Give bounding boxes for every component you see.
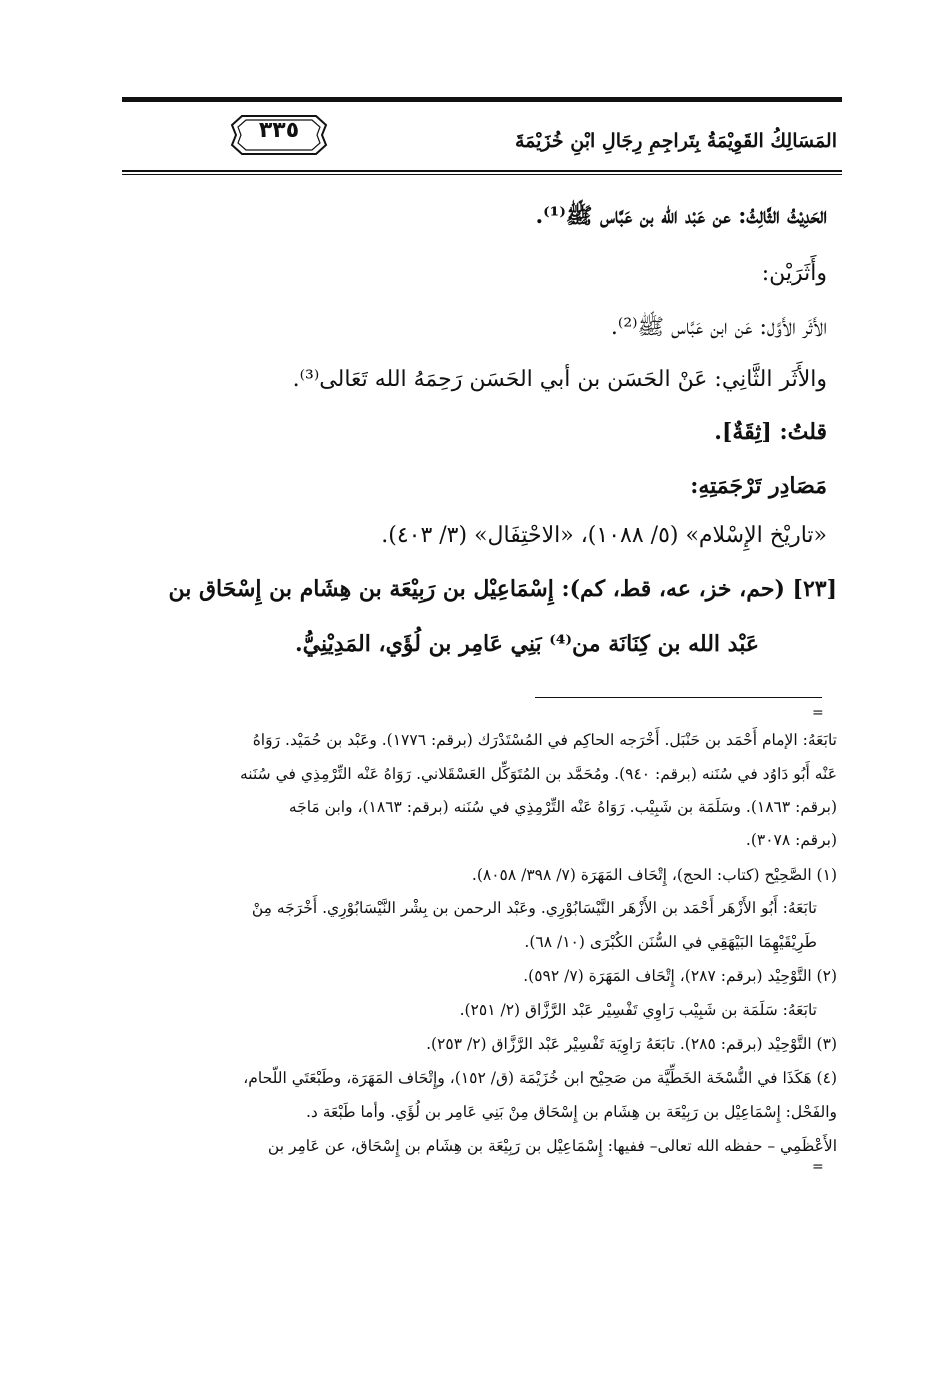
footnote-divider bbox=[535, 697, 822, 698]
entry-header-line-1: [٢٣] (حم، خز، عه، قط، كم): إِسْمَاعِيْل بن رَبِيْعَة بن هِشَام بن إِسْحَاق بن bbox=[168, 576, 837, 602]
running-title: المَسَالِكُ القَوِيْمَةُ بِتَراجِمِ رِجَالِ ابْنِ خُزَيْمَةَ bbox=[514, 130, 837, 152]
header-rule-bottom-thin bbox=[122, 174, 842, 175]
footnote-line: تابَعَهُ: سَلَمَة بن شَبِيْب رَاوِي تَفْسِيْر عَبْد الرَّزَّاق (٢/ ٢٥١). bbox=[459, 1001, 817, 1019]
page-number: ٣٣٥ bbox=[258, 118, 300, 143]
sources-heading: مَصَادِر تَرْجَمَتِهِ: bbox=[690, 473, 827, 499]
continuation-mark-bottom: = bbox=[812, 1159, 824, 1175]
continuation-mark-top: = bbox=[812, 705, 824, 721]
athar-first: الأَثَر الأَوَّل: عَن ابن عَبَّاس ﷺ⁽²⁾. bbox=[610, 315, 827, 340]
verdict: قلتُ: [ثِقَةٌ]. bbox=[714, 419, 827, 445]
footnote-line: (برقم: ٣٠٧٨). bbox=[745, 831, 837, 849]
page-number-ornament bbox=[228, 112, 330, 158]
athar-second: والأَثَر الثَّانِي: عَنْ الحَسَن بن أبي الحَسَن رَحِمَهُ الله تَعَالى⁽³⁾. bbox=[292, 367, 827, 392]
footnote-line: تابَعَهُ: أَبُو الأَزْهَر أَحْمَد بن الأَزْهَر النَّيْسَابُوْرِي. وعَبْد الرحمن بن بِشْر النَّيْسَابُوْرِي. أَخْرَجَه مِنْ bbox=[251, 899, 817, 917]
footnote-line: (برقم: ١٨٦٣). وسَلَمَة بن شَبِيْب. رَوَاهُ عَنْه التِّرْمِذِي في سُنَنه (برقم: ١٨٦٣)، وابن مَاجَه bbox=[288, 798, 837, 816]
footnote-line: والفَحْل: إِسْمَاعِيْل بن رَبِيْعَة بن هِشَام بن إِسْحَاق مِنْ بَنِي عَامِر بن لُؤَي. وأما طَبْعَة د. bbox=[305, 1103, 837, 1121]
header-rule-top bbox=[122, 97, 842, 102]
sources-list: «تاريْخ الإِسْلام» (٥/ ١٠٨٨)، «الاحْتِفَال» (٣/ ٤٠٣). bbox=[381, 523, 827, 548]
athar-intro: وأَثَرَيْن: bbox=[761, 261, 827, 286]
footnote-line: عَنْه أَبُو دَاوُد في سُنَنه (برقم: ٩٤٠). ومُحَمَّد بن المُتَوَكِّل العَسْقَلاني. رَوَاهُ عَنْه التِّرْمِذِي في سُنَنه bbox=[240, 765, 837, 783]
footnote-4: (٤) هَكَذَا في النُّسْخَة الخَطِّيَّة من صَحِيْح ابن خُزَيْمَة (ق/ ١٥٢)، وإِتْحَاف المَهَرَة، وطَبْعَتَي اللّحام، bbox=[243, 1069, 837, 1087]
footnote-3: (٣) التَّوْحِيْد (برقم: ٢٨٥). تابَعَهُ رَاوِيَة تَفْسِيْر عَبْد الرَّزَّاق (٢/ ٢٥٣). bbox=[426, 1035, 837, 1053]
header-rule-bottom bbox=[122, 170, 842, 172]
footnote-line: الأَعْظَمِي – حفظه الله تعالى– ففيها: إِسْمَاعِيْل بن رَبِيْعَة بن هِشَام بن إِسْحَاق، عن عَامِر بن bbox=[267, 1137, 837, 1155]
section-heading-hadith: الحَدِيْثُ الثَّالِثُ: عن عَبْد الله بن عَبَّاس ﷺ⁽¹⁾. bbox=[535, 203, 827, 229]
entry-header-line-2: عَبْد الله بن كِنَانَة من⁽⁴⁾ بَنِي عَامِر بن لُؤَي، المَدِيْنِيُّ. bbox=[295, 631, 759, 657]
footnote-1: (١) الصَّحِيْح (كتاب: الحج)، إِتْحَاف المَهَرَة (٧/ ٣٩٨/ ٨٠٥٨). bbox=[471, 866, 837, 884]
footnote-2: (٢) التَّوْحِيْد (برقم: ٢٨٧)، إِتْحَاف المَهَرَة (٧/ ٥٩٢). bbox=[523, 967, 837, 985]
footnote-line: طَرِيْقَيْهِمَا البَيْهَقِي في السُّنَن الكُبْرَى (١٠/ ٦٨). bbox=[524, 933, 817, 951]
footnote-line: تابَعَهُ: الإمام أَحْمَد بن حَنْبَل. أَخْرَجه الحاكِم في المُسْتَدْرَك (برقم: ١٧٧٦). وعَبْد بن حُمَيْد. رَوَاهُ bbox=[252, 731, 837, 749]
